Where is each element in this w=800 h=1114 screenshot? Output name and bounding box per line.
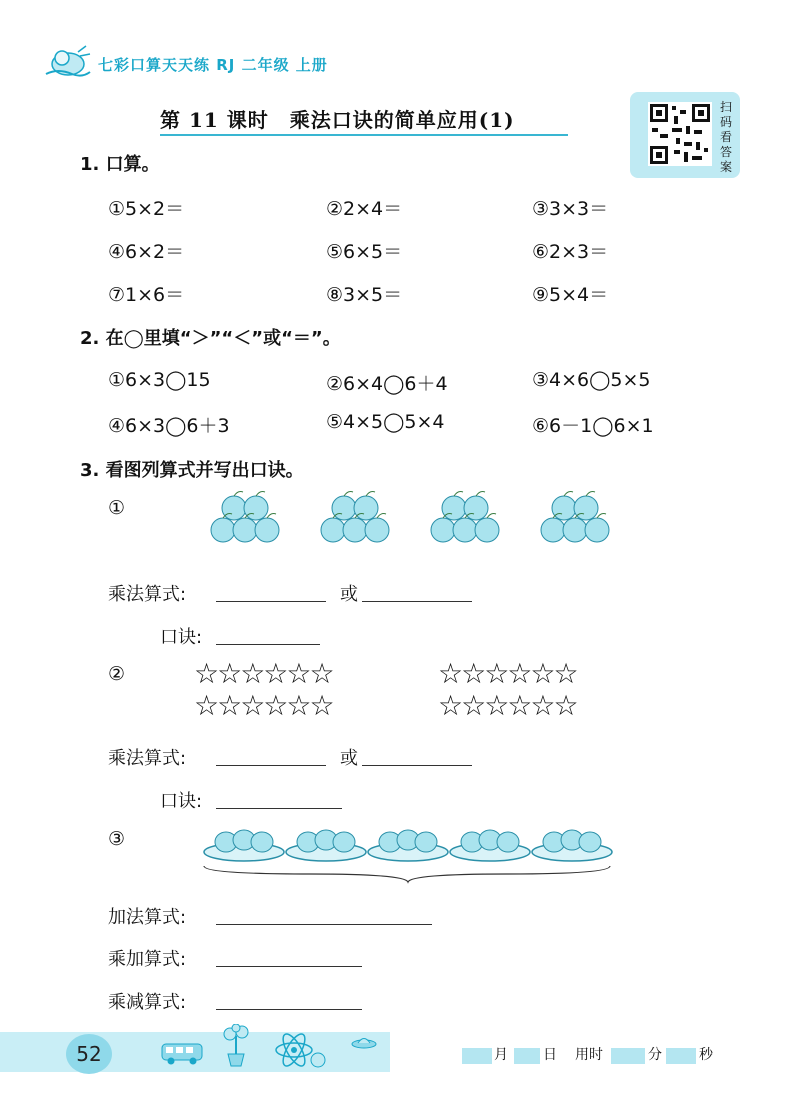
problem-number: ③ (108, 828, 126, 850)
answer-blank[interactable] (216, 644, 320, 645)
page-title: 第 11 课时 乘法口诀的简单应用(1) (160, 108, 515, 132)
atom-icon (272, 1030, 328, 1074)
apple (574, 496, 598, 520)
bun (497, 832, 519, 852)
page-number: 52 (66, 1034, 112, 1074)
compare-circle[interactable]: ◯ (592, 415, 614, 437)
oral-item: ⑧3×5＝ (326, 284, 403, 306)
compare-right: 5×5 (610, 369, 651, 391)
scan-answer-label: 扫码看答案 (720, 100, 733, 174)
apple-group (431, 492, 499, 543)
apple (431, 518, 455, 542)
section3-heading: 3. 看图列算式并写出口诀。 (80, 460, 304, 481)
section1-heading: 1. 口算。 (80, 154, 160, 175)
rhyme-label: 口诀: (160, 791, 203, 812)
answer-blank[interactable] (216, 601, 326, 602)
answer-blank[interactable] (216, 924, 432, 925)
compare-circle[interactable]: ◯ (383, 373, 405, 395)
compare-left: ③4×6 (532, 369, 590, 391)
mulsub-label: 乘减算式: (108, 992, 187, 1013)
month-label: 月 (494, 1047, 508, 1063)
apple-leaf (234, 492, 243, 497)
section2-heading: 2. 在◯里填“＞”“＜”或“＝”。 (80, 328, 341, 349)
star-group (194, 658, 333, 722)
apple (464, 496, 488, 520)
compare-circle[interactable]: ◯ (589, 369, 611, 391)
apple (475, 518, 499, 542)
add-label: 加法算式: (108, 907, 187, 928)
qr-code-icon[interactable] (648, 102, 712, 166)
compare-item (326, 369, 448, 396)
oral-item: ⑦1×6＝ (108, 284, 185, 306)
apple-leaf (377, 514, 386, 519)
or-label: 或 (340, 584, 358, 605)
apple (343, 518, 367, 542)
problem-number: ① (108, 497, 126, 519)
title-divider (160, 134, 568, 136)
muladd-label: 乘加算式: (108, 949, 187, 970)
second-box[interactable] (666, 1048, 696, 1064)
apple-leaf (366, 492, 375, 497)
mult-label: 乘法算式: (108, 748, 187, 769)
compare-circle[interactable]: ◯ (165, 415, 187, 437)
oral-item: ⑨5×4＝ (532, 284, 609, 306)
star-group (438, 658, 577, 722)
apple-leaf (267, 514, 276, 519)
mult-label: 乘法算式: (108, 584, 187, 605)
compare-right: 6×1 (613, 415, 654, 437)
oral-item: ⑥2×3＝ (532, 241, 609, 263)
apple-leaf (487, 514, 496, 519)
apple (563, 518, 587, 542)
answer-blank[interactable] (362, 601, 472, 602)
month-box[interactable] (462, 1048, 492, 1064)
compare-item (532, 411, 654, 438)
apple (354, 496, 378, 520)
oral-item: ④6×2＝ (108, 241, 185, 263)
compare-left: ①6×3 (108, 369, 166, 391)
apple-leaf (564, 492, 573, 497)
answer-blank[interactable] (216, 1009, 362, 1010)
apple (585, 518, 609, 542)
compare-left: ②6×4 (326, 373, 384, 395)
apple-group (321, 492, 389, 543)
apple-leaf (597, 514, 606, 519)
apple-group (211, 492, 279, 543)
problem-number: ② (108, 663, 126, 685)
apple (255, 518, 279, 542)
bun (333, 832, 355, 852)
day-box[interactable] (514, 1048, 540, 1064)
mascot-icon (38, 40, 94, 80)
apple-leaf (586, 492, 595, 497)
oral-item: ③3×3＝ (532, 198, 609, 220)
star-row: ☆☆☆☆☆☆ (438, 689, 577, 722)
compare-left: ④6×3 (108, 415, 166, 437)
apple-leaf (476, 492, 485, 497)
compare-left: ⑤4×5 (326, 411, 384, 433)
compare-item (532, 369, 651, 391)
minute-label: 分 (648, 1047, 662, 1063)
answer-blank[interactable] (216, 966, 362, 967)
apples-illustration (200, 484, 620, 554)
time-used-label: 用时 (575, 1047, 603, 1063)
oral-item: ⑤6×5＝ (326, 241, 403, 263)
apple (332, 496, 356, 520)
compare-left: ⑥6－1 (532, 415, 593, 437)
answer-blank[interactable] (216, 808, 342, 809)
apple-group (541, 492, 609, 543)
compare-right: 15 (186, 369, 211, 391)
answer-blank[interactable] (362, 765, 472, 766)
series-title: 七彩口算天天练 RJ 二年级 上册 (98, 56, 328, 74)
day-label: 日 (543, 1047, 557, 1063)
compare-circle[interactable]: ◯ (383, 411, 405, 433)
apple (321, 518, 345, 542)
compare-item (108, 369, 211, 391)
bun (415, 832, 437, 852)
rhyme-label: 口诀: (160, 627, 203, 648)
compare-item (326, 411, 445, 433)
apple (233, 518, 257, 542)
second-label: 秒 (699, 1047, 713, 1063)
compare-right: 5×4 (404, 411, 445, 433)
oral-item: ①5×2＝ (108, 198, 185, 220)
apple (222, 496, 246, 520)
apple-leaf (454, 492, 463, 497)
oral-item: ②2×4＝ (326, 198, 403, 220)
apple (244, 496, 268, 520)
minute-box[interactable] (611, 1048, 645, 1064)
plant-icon (216, 1024, 256, 1072)
compare-circle[interactable]: ◯ (165, 369, 187, 391)
apple (365, 518, 389, 542)
apple (541, 518, 565, 542)
apple-leaf (256, 492, 265, 497)
apple (211, 518, 235, 542)
bus-icon (160, 1040, 204, 1070)
apple (552, 496, 576, 520)
or-label: 或 (340, 748, 358, 769)
star-row: ☆☆☆☆☆☆ (438, 657, 577, 690)
compare-item (108, 411, 230, 438)
apple (453, 518, 477, 542)
star-row: ☆☆☆☆☆☆ (194, 689, 333, 722)
answer-blank[interactable] (216, 765, 326, 766)
compare-right: 6＋3 (186, 415, 230, 437)
apple (442, 496, 466, 520)
brace (204, 866, 610, 882)
bun (251, 832, 273, 852)
apple-leaf (344, 492, 353, 497)
bun (579, 832, 601, 852)
star-row: ☆☆☆☆☆☆ (194, 657, 333, 690)
ufo-icon (350, 1032, 378, 1058)
compare-right: 6＋4 (404, 373, 448, 395)
plates-illustration (200, 818, 620, 884)
